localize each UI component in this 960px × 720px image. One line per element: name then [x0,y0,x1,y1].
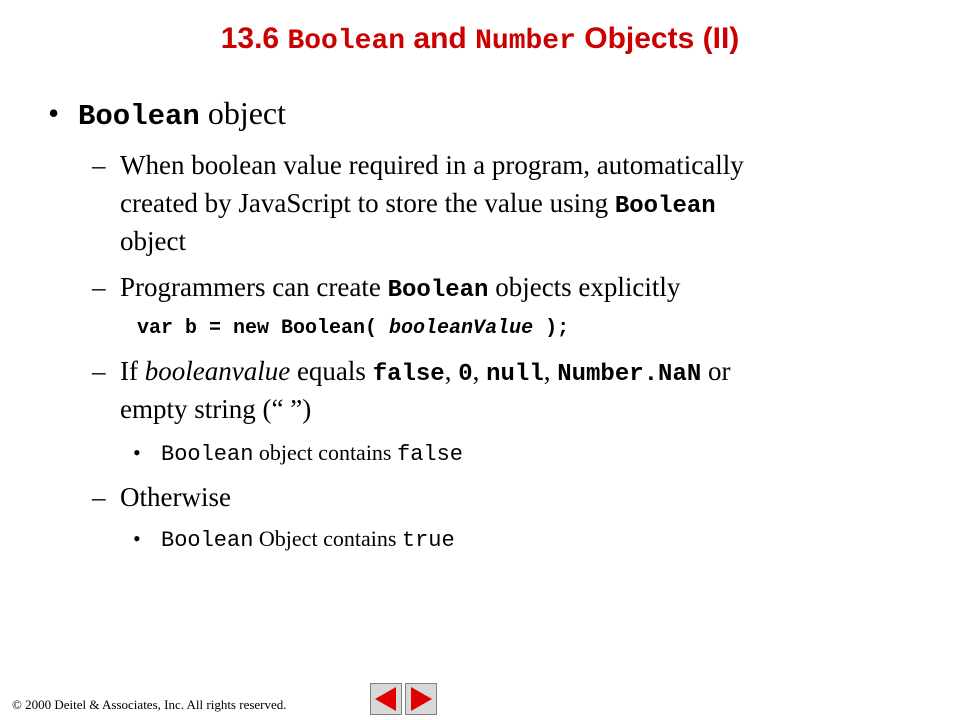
point-auto-created-line2: created by JavaScript to store the value using Boolean [120,188,716,220]
point-auto-created: – When boolean value required in a program, automatically [92,150,744,180]
sub-point-contains-false: • Boolean object contains false [133,440,464,467]
next-slide-icon [405,683,437,715]
bullet-boolean-object: • Boolean object [48,95,287,133]
sub-point-contains-true: • Boolean Object contains true [133,526,455,553]
point-otherwise: – Otherwise [92,482,231,512]
point-auto-created-line3: object [120,226,186,256]
slide-title: 13.6 Boolean and Number Objects (II) [220,22,740,57]
previous-slide-icon [370,683,402,715]
point-explicit-create: – Programmers can create Boolean objects explicitly [92,272,681,304]
point-false-values: – If booleanvalue equals false, 0, null, Number.NaN or [92,356,731,388]
point-false-values-line2: empty string (“ ”) [120,394,312,424]
previous-slide-button[interactable] [370,683,402,715]
next-slide-button[interactable] [405,683,437,715]
code-example: var b = new Boolean( booleanValue ); [137,317,570,340]
copyright-footer: © 2000 Deitel & Associates, Inc. All rights reserved. [12,697,287,712]
